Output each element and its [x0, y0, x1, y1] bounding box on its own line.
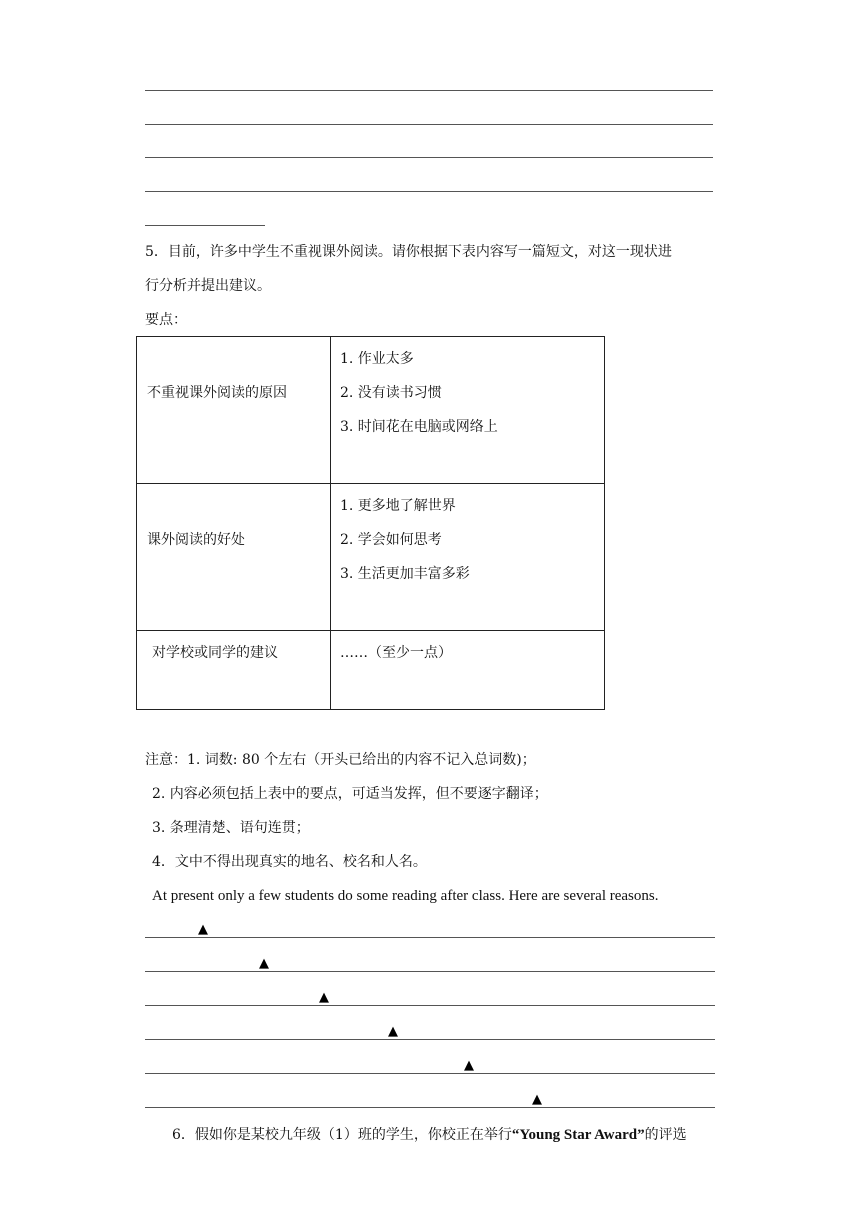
writing-line	[145, 1039, 715, 1040]
opening-sentence: At present only a few students do some reading after class. Here are several reasons.	[152, 888, 659, 904]
points-table	[136, 336, 605, 710]
answer-line	[145, 191, 713, 192]
answer-line	[145, 157, 713, 158]
list-item: 1. 作业太多	[340, 351, 414, 367]
answer-line	[145, 90, 713, 91]
list-item: ……（至少一点）	[340, 645, 452, 661]
points-label: 要点：	[145, 312, 187, 328]
list-item: 1. 更多地了解世界	[340, 498, 456, 514]
question-5-prompt-line2: 行分析并提出建议。	[145, 278, 271, 294]
table-row-items-cell	[331, 484, 605, 631]
table-row-items-cell	[331, 337, 605, 484]
list-item: 2. 没有读书习惯	[340, 385, 442, 401]
triangle-marker-icon: ▲	[198, 922, 208, 937]
table-row	[137, 484, 605, 631]
list-item: 3. 生活更加丰富多彩	[340, 566, 470, 582]
table-row-label-cell	[137, 631, 331, 710]
writing-line	[145, 1107, 715, 1108]
list-item: 2. 学会如何思考	[340, 532, 442, 548]
answer-line-short	[145, 225, 265, 226]
row-label: 不重视课外阅读的原因	[147, 385, 287, 401]
award-name: “Young Star Award”	[511, 1127, 645, 1143]
question-6-prefix: 6．假如你是某校九年级（1）班的学生，你校正在举行	[172, 1127, 512, 1143]
list-item: 3. 时间花在电脑或网络上	[340, 419, 498, 435]
question-6-suffix: 的评选	[644, 1127, 687, 1143]
row-label: 课外阅读的好处	[147, 532, 245, 548]
writing-line	[145, 1073, 715, 1074]
triangle-marker-icon: ▲	[388, 1024, 398, 1039]
table-row-label-cell	[137, 484, 331, 631]
triangle-marker-icon: ▲	[319, 990, 329, 1005]
table-row	[137, 631, 605, 710]
note-line: 注意：1. 词数: 80 个左右（开头已给出的内容不记入总词数)；	[145, 752, 536, 768]
question-6-prompt	[172, 1125, 687, 1145]
triangle-marker-icon: ▲	[259, 956, 269, 971]
table-row-label-cell	[137, 337, 331, 484]
triangle-marker-icon: ▲	[532, 1092, 542, 1107]
note-line: 2. 内容必须包括上表中的要点，可适当发挥，但不要逐字翻译；	[152, 786, 548, 802]
table-row-items-cell	[331, 631, 605, 710]
note-line: 4．文中不得出现真实的地名、校名和人名。	[152, 854, 427, 870]
triangle-marker-icon: ▲	[464, 1058, 474, 1073]
question-5-prompt-line1: 5．目前，许多中学生不重视课外阅读。请你根据下表内容写一篇短文，对这一现状进	[145, 244, 672, 260]
row-label: 对学校或同学的建议	[152, 645, 278, 661]
writing-line	[145, 937, 715, 938]
answer-line	[145, 124, 713, 125]
table-row	[137, 337, 605, 484]
note-line: 3. 条理清楚、语句连贯；	[152, 820, 310, 836]
writing-line	[145, 971, 715, 972]
writing-line	[145, 1005, 715, 1006]
